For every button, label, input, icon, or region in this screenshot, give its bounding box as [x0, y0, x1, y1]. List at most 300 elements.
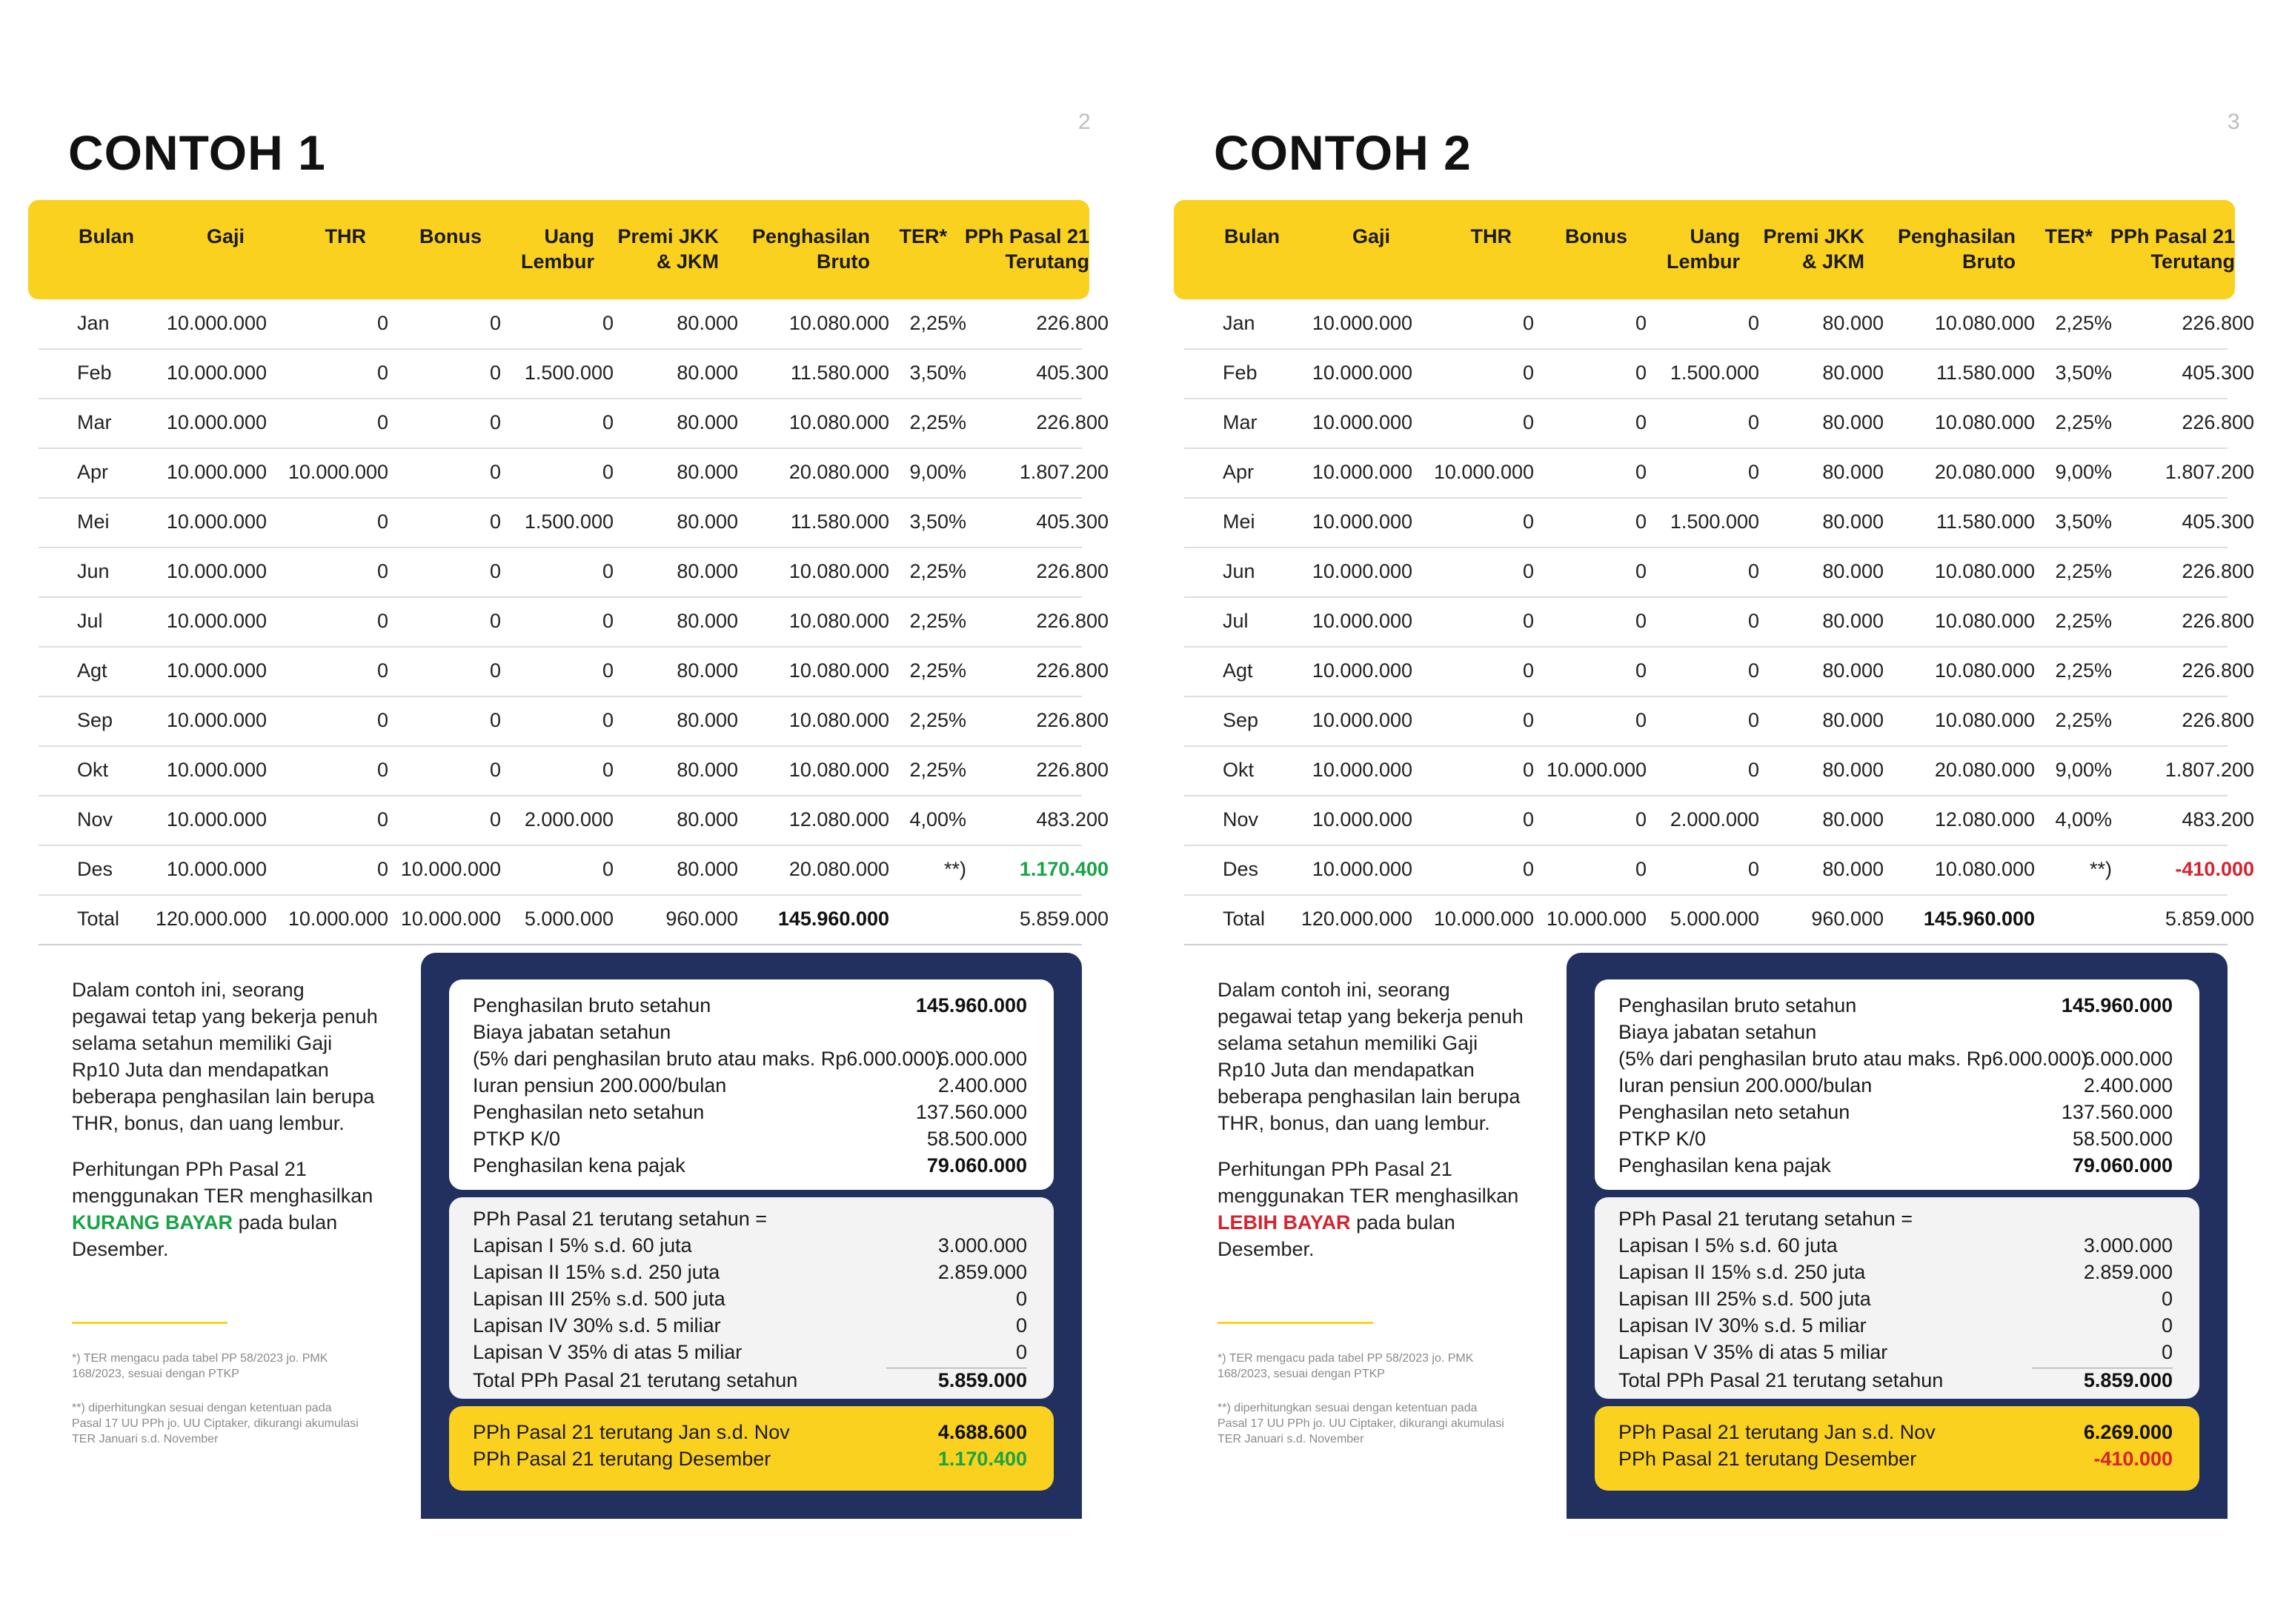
- calc-label: Lapisan V 35% di atas 5 miliar: [473, 1341, 743, 1363]
- calc-line: [473, 1288, 1027, 1314]
- table-row: [1184, 796, 2254, 846]
- calc-value: 2.400.000: [937, 1074, 1027, 1096]
- calc-line: [473, 1314, 1027, 1341]
- calc-line: [473, 1074, 1027, 1101]
- table-row: [1184, 350, 2254, 399]
- table-cell: 0: [489, 610, 501, 632]
- calc-value: 0: [1015, 1341, 1027, 1363]
- page-title: CONTOH 1: [68, 125, 326, 180]
- description-paragraph-2: [72, 1156, 383, 1262]
- table-cell: 0: [1522, 510, 1534, 533]
- table-cell: 10.000.000: [1312, 560, 1412, 582]
- calc-label: PPh Pasal 21 terutang setahun =: [473, 1208, 768, 1230]
- column-header: Uang Lembur: [1666, 225, 1740, 273]
- calc-card-summary: [449, 1406, 1054, 1491]
- table-cell: 2,25%: [2055, 659, 2112, 682]
- table-row: [1184, 747, 2254, 796]
- calc-value: 137.560.000: [2061, 1101, 2173, 1123]
- table-cell: 10.000.000: [166, 510, 267, 533]
- calc-value: 0: [1015, 1314, 1027, 1337]
- table-cell: 2,25%: [909, 759, 966, 781]
- calc-label: Iuran pensiun 200.000/bulan: [473, 1074, 727, 1096]
- description-text-end: pada bulan Desember.: [72, 1211, 338, 1260]
- calc-value: 6.000.000: [2083, 1048, 2173, 1070]
- table-cell: 10.080.000: [1934, 858, 2035, 880]
- table-cell: Des: [1223, 858, 1259, 880]
- table-cell: 226.800: [1036, 709, 1109, 731]
- calc-value: 1.170.400: [937, 1448, 1027, 1470]
- column-header: Gaji: [1352, 225, 1390, 247]
- table-cell: 1.170.400: [1019, 858, 1109, 880]
- table-cell: 0: [489, 759, 501, 781]
- table-cell: 80.000: [677, 411, 738, 433]
- table-cell: 10.000.000: [1312, 510, 1412, 533]
- calc-value: 79.060.000: [926, 1154, 1027, 1177]
- table-cell: 2,25%: [909, 659, 966, 682]
- table-cell: 12.080.000: [788, 808, 889, 831]
- column-header: Penghasilan Bruto: [751, 225, 870, 273]
- table-cell: 3,50%: [909, 510, 966, 533]
- description-text: Perhitungan PPh Pasal 21 menggunakan TER menghasilkan: [1218, 1158, 1519, 1207]
- table-cell: 10.000.000: [166, 312, 267, 334]
- table-cell: 0: [1522, 858, 1534, 880]
- calc-label: Total PPh Pasal 21 terutang setahun: [473, 1369, 798, 1391]
- table-cell: 10.000.000: [288, 908, 388, 930]
- calc-label: PTKP K/0: [473, 1128, 561, 1150]
- table-row: [1184, 449, 2254, 499]
- table-row: [39, 499, 1109, 548]
- table-cell: 0: [1635, 362, 1647, 384]
- table-cell: -410.000: [2175, 858, 2254, 880]
- table-cell: 80.000: [677, 709, 738, 731]
- calc-label: (5% dari penghasilan bruto atau maks. Rp6.000.000): [1618, 1048, 2088, 1070]
- table-row: [1184, 846, 2254, 896]
- table-cell: 10.000.000: [400, 858, 501, 880]
- table-cell: 405.300: [1036, 510, 1109, 533]
- table-body: [39, 300, 1109, 945]
- table-cell: 10.000.000: [1312, 411, 1412, 433]
- calc-value: 5.859.000: [937, 1369, 1027, 1391]
- table-cell: 80.000: [677, 808, 738, 831]
- table-row: [39, 300, 1109, 350]
- table-body: [1184, 300, 2254, 945]
- calc-value: 2.400.000: [2083, 1074, 2173, 1096]
- calc-line: [473, 1421, 1027, 1448]
- table-cell: 5.000.000: [1670, 908, 1759, 930]
- table-cell: 226.800: [1036, 759, 1109, 781]
- table-cell: 10.000.000: [166, 560, 267, 582]
- table-cell: 0: [602, 461, 614, 483]
- table-cell: Agt: [1223, 659, 1253, 682]
- table-row: [39, 399, 1109, 449]
- table-total-row: [1184, 896, 2254, 945]
- table-cell: 0: [376, 411, 388, 433]
- calc-card-tax-layers: [449, 1197, 1054, 1399]
- table-cell: 0: [602, 411, 614, 433]
- table-cell: 405.300: [1036, 362, 1109, 384]
- table-cell: 2,25%: [2055, 411, 2112, 433]
- table-cell: 0: [1747, 759, 1759, 781]
- table-cell: 80.000: [677, 362, 738, 384]
- table-cell: Mar: [1223, 411, 1258, 433]
- table-cell: 10.000.000: [166, 362, 267, 384]
- table-row: [1184, 399, 2254, 449]
- table-cell: 0: [489, 312, 501, 334]
- table-cell: 20.080.000: [788, 858, 889, 880]
- table-cell: 2,25%: [909, 709, 966, 731]
- table-cell: 11.580.000: [1936, 510, 2035, 533]
- table-cell: 11.580.000: [1936, 362, 2035, 384]
- table-cell: 80.000: [1822, 312, 1884, 334]
- table-cell: 10.000.000: [1546, 759, 1647, 781]
- table-cell: 10.000.000: [1546, 908, 1647, 930]
- table-row: [1184, 648, 2254, 697]
- table-cell: 0: [1635, 808, 1647, 831]
- calc-label: Penghasilan neto setahun: [1618, 1101, 1850, 1123]
- table-cell: 80.000: [677, 510, 738, 533]
- calc-line: [1618, 1448, 2173, 1474]
- calc-value: 6.269.000: [2083, 1421, 2173, 1443]
- calc-label: Biaya jabatan setahun: [473, 1021, 671, 1043]
- table-cell: 0: [1522, 759, 1534, 781]
- column-header: THR: [325, 225, 366, 247]
- table-cell: 10.000.000: [1312, 461, 1412, 483]
- table-cell: 9,00%: [909, 461, 966, 483]
- table-cell: 20.080.000: [1934, 759, 2035, 781]
- table-cell: 960.000: [665, 908, 738, 930]
- table-cell: 0: [602, 659, 614, 682]
- table-cell: 0: [1747, 659, 1759, 682]
- table-cell: 5.000.000: [524, 908, 614, 930]
- table-cell: 120.000.000: [155, 908, 267, 930]
- table-cell: 0: [489, 560, 501, 582]
- table-cell: 1.500.000: [524, 362, 614, 384]
- footnote-divider: [72, 1322, 227, 1324]
- table-cell: 0: [1747, 610, 1759, 632]
- table-cell: 0: [1635, 709, 1647, 731]
- calc-label: Penghasilan neto setahun: [473, 1101, 705, 1123]
- table-cell: 5.859.000: [2165, 908, 2254, 930]
- result-highlight: KURANG BAYAR: [72, 1211, 233, 1234]
- calc-label: Lapisan V 35% di atas 5 miliar: [1618, 1341, 1888, 1363]
- table-cell: 226.800: [1036, 560, 1109, 582]
- table-row: [1184, 548, 2254, 598]
- table-cell: 10.000.000: [1312, 808, 1412, 831]
- page-number: 3: [2228, 110, 2240, 134]
- calc-line: [1618, 1048, 2173, 1074]
- calc-line: [473, 1154, 1027, 1181]
- table-cell: 80.000: [1822, 510, 1884, 533]
- calc-line: [473, 1234, 1027, 1261]
- table-cell: 3,50%: [2055, 362, 2112, 384]
- description-text-end: pada bulan Desember.: [1218, 1211, 1455, 1260]
- table-cell: 2,25%: [2055, 610, 2112, 632]
- calc-label: PTKP K/0: [1618, 1128, 1707, 1150]
- column-header: PPh Pasal 21 Terutang: [964, 225, 1089, 273]
- table-cell: 80.000: [1822, 362, 1884, 384]
- column-header: Gaji: [206, 225, 245, 247]
- calc-line: [473, 1341, 1027, 1368]
- table-row: [1184, 499, 2254, 548]
- table-cell: 9,00%: [2055, 759, 2112, 781]
- table-cell: Jan: [77, 312, 110, 334]
- column-header: PPh Pasal 21 Terutang: [2110, 225, 2235, 273]
- calc-line: [473, 1101, 1027, 1128]
- calc-line: [473, 994, 1027, 1021]
- table-cell: 145.960.000: [777, 908, 889, 930]
- column-header: Uang Lembur: [520, 225, 594, 273]
- calc-value: 6.000.000: [937, 1048, 1027, 1070]
- calculation-panel: [421, 953, 1082, 1519]
- table-cell: 405.300: [2182, 362, 2254, 384]
- table-cell: 80.000: [677, 858, 738, 880]
- table-cell: 0: [376, 510, 388, 533]
- table-cell: 226.800: [1036, 411, 1109, 433]
- table-cell: Feb: [77, 362, 112, 384]
- column-header: Bonus: [419, 225, 482, 247]
- table-cell: Des: [77, 858, 113, 880]
- table-cell: 80.000: [677, 560, 738, 582]
- table-cell: Okt: [77, 759, 109, 781]
- calc-value: -410.000: [2093, 1448, 2173, 1470]
- calc-value: 5.859.000: [2083, 1369, 2173, 1391]
- table-cell: 10.000.000: [166, 610, 267, 632]
- column-header: Penghasilan Bruto: [1897, 225, 2016, 273]
- calc-line: [473, 1448, 1027, 1474]
- table-cell: 0: [489, 362, 501, 384]
- table-cell: Nov: [77, 808, 113, 831]
- table-cell: 11.580.000: [790, 362, 889, 384]
- table-cell: 10.080.000: [788, 312, 889, 334]
- calc-label: Lapisan II 15% s.d. 250 juta: [473, 1261, 720, 1283]
- result-highlight: LEBIH BAYAR: [1218, 1211, 1351, 1234]
- table-row: [1184, 697, 2254, 747]
- table-cell: 10.000.000: [166, 808, 267, 831]
- table-cell: 10.080.000: [788, 709, 889, 731]
- calc-line: [1618, 1101, 2173, 1128]
- calc-value: 145.960.000: [2061, 994, 2173, 1016]
- table-cell: 0: [489, 659, 501, 682]
- table-cell: 226.800: [2182, 659, 2254, 682]
- table-cell: 0: [1635, 461, 1647, 483]
- table-cell: Feb: [1223, 362, 1258, 384]
- table-cell: 1.807.200: [2165, 759, 2254, 781]
- calc-label: Lapisan I 5% s.d. 60 juta: [1618, 1234, 1838, 1257]
- calc-line: [1618, 1369, 2173, 1396]
- calc-value: 58.500.000: [926, 1128, 1027, 1150]
- table-cell: Apr: [1223, 461, 1255, 483]
- table-cell: 10.000.000: [1312, 858, 1412, 880]
- calc-line: [1618, 1421, 2173, 1448]
- calc-label: PPh Pasal 21 terutang Desember: [473, 1448, 771, 1470]
- page-title: CONTOH 2: [1214, 125, 1472, 180]
- table-cell: 20.080.000: [1934, 461, 2035, 483]
- column-header: Premi JKK & JKM: [617, 225, 719, 273]
- table-cell: 10.080.000: [788, 610, 889, 632]
- table-cell: 0: [1747, 411, 1759, 433]
- calc-value: 58.500.000: [2072, 1128, 2173, 1150]
- table-row: [39, 747, 1109, 796]
- table-cell: 2,25%: [909, 560, 966, 582]
- table-cell: 0: [376, 560, 388, 582]
- table-cell: 10.080.000: [788, 759, 889, 781]
- table-cell: 226.800: [2182, 610, 2254, 632]
- column-header: THR: [1470, 225, 1512, 247]
- table-cell: 0: [376, 808, 388, 831]
- footnote-divider: [1218, 1322, 1373, 1324]
- table-row: [39, 449, 1109, 499]
- table-cell: 10.080.000: [1934, 659, 2035, 682]
- calc-line: [473, 1048, 1027, 1074]
- table-cell: 80.000: [1822, 560, 1884, 582]
- calc-line: [1618, 994, 2173, 1021]
- table-cell: 80.000: [1822, 610, 1884, 632]
- table-cell: 2,25%: [2055, 709, 2112, 731]
- calc-label: Penghasilan kena pajak: [1618, 1154, 1831, 1177]
- table-cell: 0: [1747, 858, 1759, 880]
- table-cell: 10.000.000: [1312, 709, 1412, 731]
- table-cell: 80.000: [1822, 461, 1884, 483]
- table-cell: 405.300: [2182, 510, 2254, 533]
- table-cell: 0: [1747, 560, 1759, 582]
- table-cell: 2,25%: [909, 411, 966, 433]
- table-cell: 0: [1522, 560, 1534, 582]
- table-cell: Sep: [77, 709, 113, 731]
- table-cell: 20.080.000: [788, 461, 889, 483]
- table-cell: 10.000.000: [166, 461, 267, 483]
- column-header: TER*: [899, 225, 947, 247]
- table-cell: 0: [1747, 461, 1759, 483]
- column-header: Bonus: [1565, 225, 1627, 247]
- table-cell: 0: [376, 858, 388, 880]
- table-cell: 0: [1635, 411, 1647, 433]
- table-cell: 226.800: [1036, 659, 1109, 682]
- table-cell: 0: [1635, 858, 1647, 880]
- calculation-panel: [1567, 953, 2228, 1519]
- table-row: [39, 598, 1109, 648]
- table-cell: 10.000.000: [166, 709, 267, 731]
- table-cell: 2,25%: [2055, 560, 2112, 582]
- table-row: [1184, 300, 2254, 350]
- table-cell: 0: [1522, 610, 1534, 632]
- calc-value: 79.060.000: [2072, 1154, 2173, 1177]
- table-cell: 0: [1522, 659, 1534, 682]
- calc-line: [1618, 1128, 2173, 1154]
- footnote-ter: *) TER mengacu pada tabel PP 58/2023 jo. PMK 168/2023, sesuai dengan PTKP: [72, 1352, 328, 1380]
- table-cell: 0: [376, 709, 388, 731]
- table-cell: 2,25%: [2055, 312, 2112, 334]
- table-cell: 960.000: [1811, 908, 1884, 930]
- table-cell: 1.807.200: [2165, 461, 2254, 483]
- table-cell: 2.000.000: [1670, 808, 1759, 831]
- calc-line: [1618, 1208, 2173, 1234]
- table-cell: 10.000.000: [1433, 908, 1534, 930]
- table-cell: 0: [489, 461, 501, 483]
- table-cell: 483.200: [2182, 808, 2254, 831]
- table-cell: 11.580.000: [790, 510, 889, 533]
- table-cell: 0: [1522, 808, 1534, 831]
- table-cell: 226.800: [2182, 312, 2254, 334]
- calc-label: Lapisan II 15% s.d. 250 juta: [1618, 1261, 1866, 1283]
- calc-line: [473, 1369, 1027, 1396]
- calc-card-summary: [1595, 1406, 2199, 1491]
- table-cell: 2,25%: [909, 610, 966, 632]
- table-cell: 2.000.000: [524, 808, 614, 831]
- table-row: [39, 548, 1109, 598]
- calc-value: 2.859.000: [2083, 1261, 2173, 1283]
- calc-line: [1618, 1341, 2173, 1368]
- table-cell: 10.080.000: [1934, 709, 2035, 731]
- table-cell: Jun: [1223, 560, 1255, 582]
- footnote-des: **) diperhitungkan sesuai dengan ketentuan pada Pasal 17 UU PPh jo. UU Ciptaker, dikurangi akumulasi TER Januari s.d. November: [1218, 1402, 1504, 1445]
- table-cell: 0: [602, 312, 614, 334]
- table-cell: Mar: [77, 411, 112, 433]
- table-cell: 0: [1635, 312, 1647, 334]
- calc-card-income: [449, 979, 1054, 1190]
- calc-line: [473, 1208, 1027, 1234]
- calc-label: Total PPh Pasal 21 terutang setahun: [1618, 1369, 1944, 1391]
- column-header: Premi JKK & JKM: [1763, 225, 1864, 273]
- table-cell: 0: [602, 709, 614, 731]
- table-cell: 0: [602, 759, 614, 781]
- table-row: [39, 648, 1109, 697]
- page-number: 2: [1078, 110, 1091, 134]
- table-total-row: [39, 896, 1109, 945]
- table-cell: 0: [489, 510, 501, 533]
- table-cell: Total: [1223, 908, 1266, 930]
- table-cell: 10.000.000: [1433, 461, 1534, 483]
- table-cell: 80.000: [677, 461, 738, 483]
- table-cell: 0: [376, 759, 388, 781]
- footnote-des: **) diperhitungkan sesuai dengan ketentuan pada Pasal 17 UU PPh jo. UU Ciptaker, dikurangi akumulasi TER Januari s.d. November: [72, 1402, 359, 1445]
- description: [1218, 976, 1529, 1282]
- calc-value: 137.560.000: [915, 1101, 1027, 1123]
- calc-label: (5% dari penghasilan bruto atau maks. Rp6.000.000): [473, 1048, 943, 1070]
- table-cell: 10.000.000: [1312, 759, 1412, 781]
- table-cell: 226.800: [1036, 312, 1109, 334]
- table-cell: 80.000: [677, 759, 738, 781]
- calc-label: PPh Pasal 21 terutang setahun =: [1618, 1208, 1913, 1230]
- table-cell: 226.800: [2182, 411, 2254, 433]
- table-cell: 2,25%: [909, 312, 966, 334]
- calc-label: Lapisan III 25% s.d. 500 juta: [473, 1288, 725, 1310]
- calc-label: Lapisan I 5% s.d. 60 juta: [473, 1234, 692, 1257]
- description-paragraph-1: Dalam contoh ini, seorang pegawai tetap yang bekerja penuh selama setahun memiliki Gaji Rp10 Juta dan mendapatkan beberapa penghasilan lain berupa THR, bonus, dan uang lembur.: [1218, 979, 1524, 1134]
- calc-line: [1618, 1021, 2173, 1048]
- table-header: [1174, 200, 2235, 299]
- table-cell: 10.000.000: [166, 858, 267, 880]
- description-text: Perhitungan PPh Pasal 21 menggunakan TER menghasilkan: [72, 1158, 373, 1207]
- calc-value: 4.688.600: [937, 1421, 1027, 1443]
- calc-value: 145.960.000: [915, 994, 1027, 1016]
- table-cell: Sep: [1223, 709, 1259, 731]
- table-cell: 10.000.000: [1312, 610, 1412, 632]
- table-cell: 10.080.000: [788, 659, 889, 682]
- table-cell: 0: [602, 858, 614, 880]
- table-cell: 0: [489, 411, 501, 433]
- column-header: Bulan: [79, 225, 135, 247]
- calc-value: 2.859.000: [937, 1261, 1027, 1283]
- table-cell: Jul: [1223, 610, 1249, 632]
- table-row: [39, 796, 1109, 846]
- table-cell: 0: [1635, 510, 1647, 533]
- table-cell: 483.200: [1036, 808, 1109, 831]
- table-cell: 10.080.000: [1934, 560, 2035, 582]
- calc-label: Iuran pensiun 200.000/bulan: [1618, 1074, 1873, 1096]
- calc-label: Lapisan III 25% s.d. 500 juta: [1618, 1288, 1871, 1310]
- calc-line: [1618, 1288, 2173, 1314]
- table-header: [28, 200, 1089, 299]
